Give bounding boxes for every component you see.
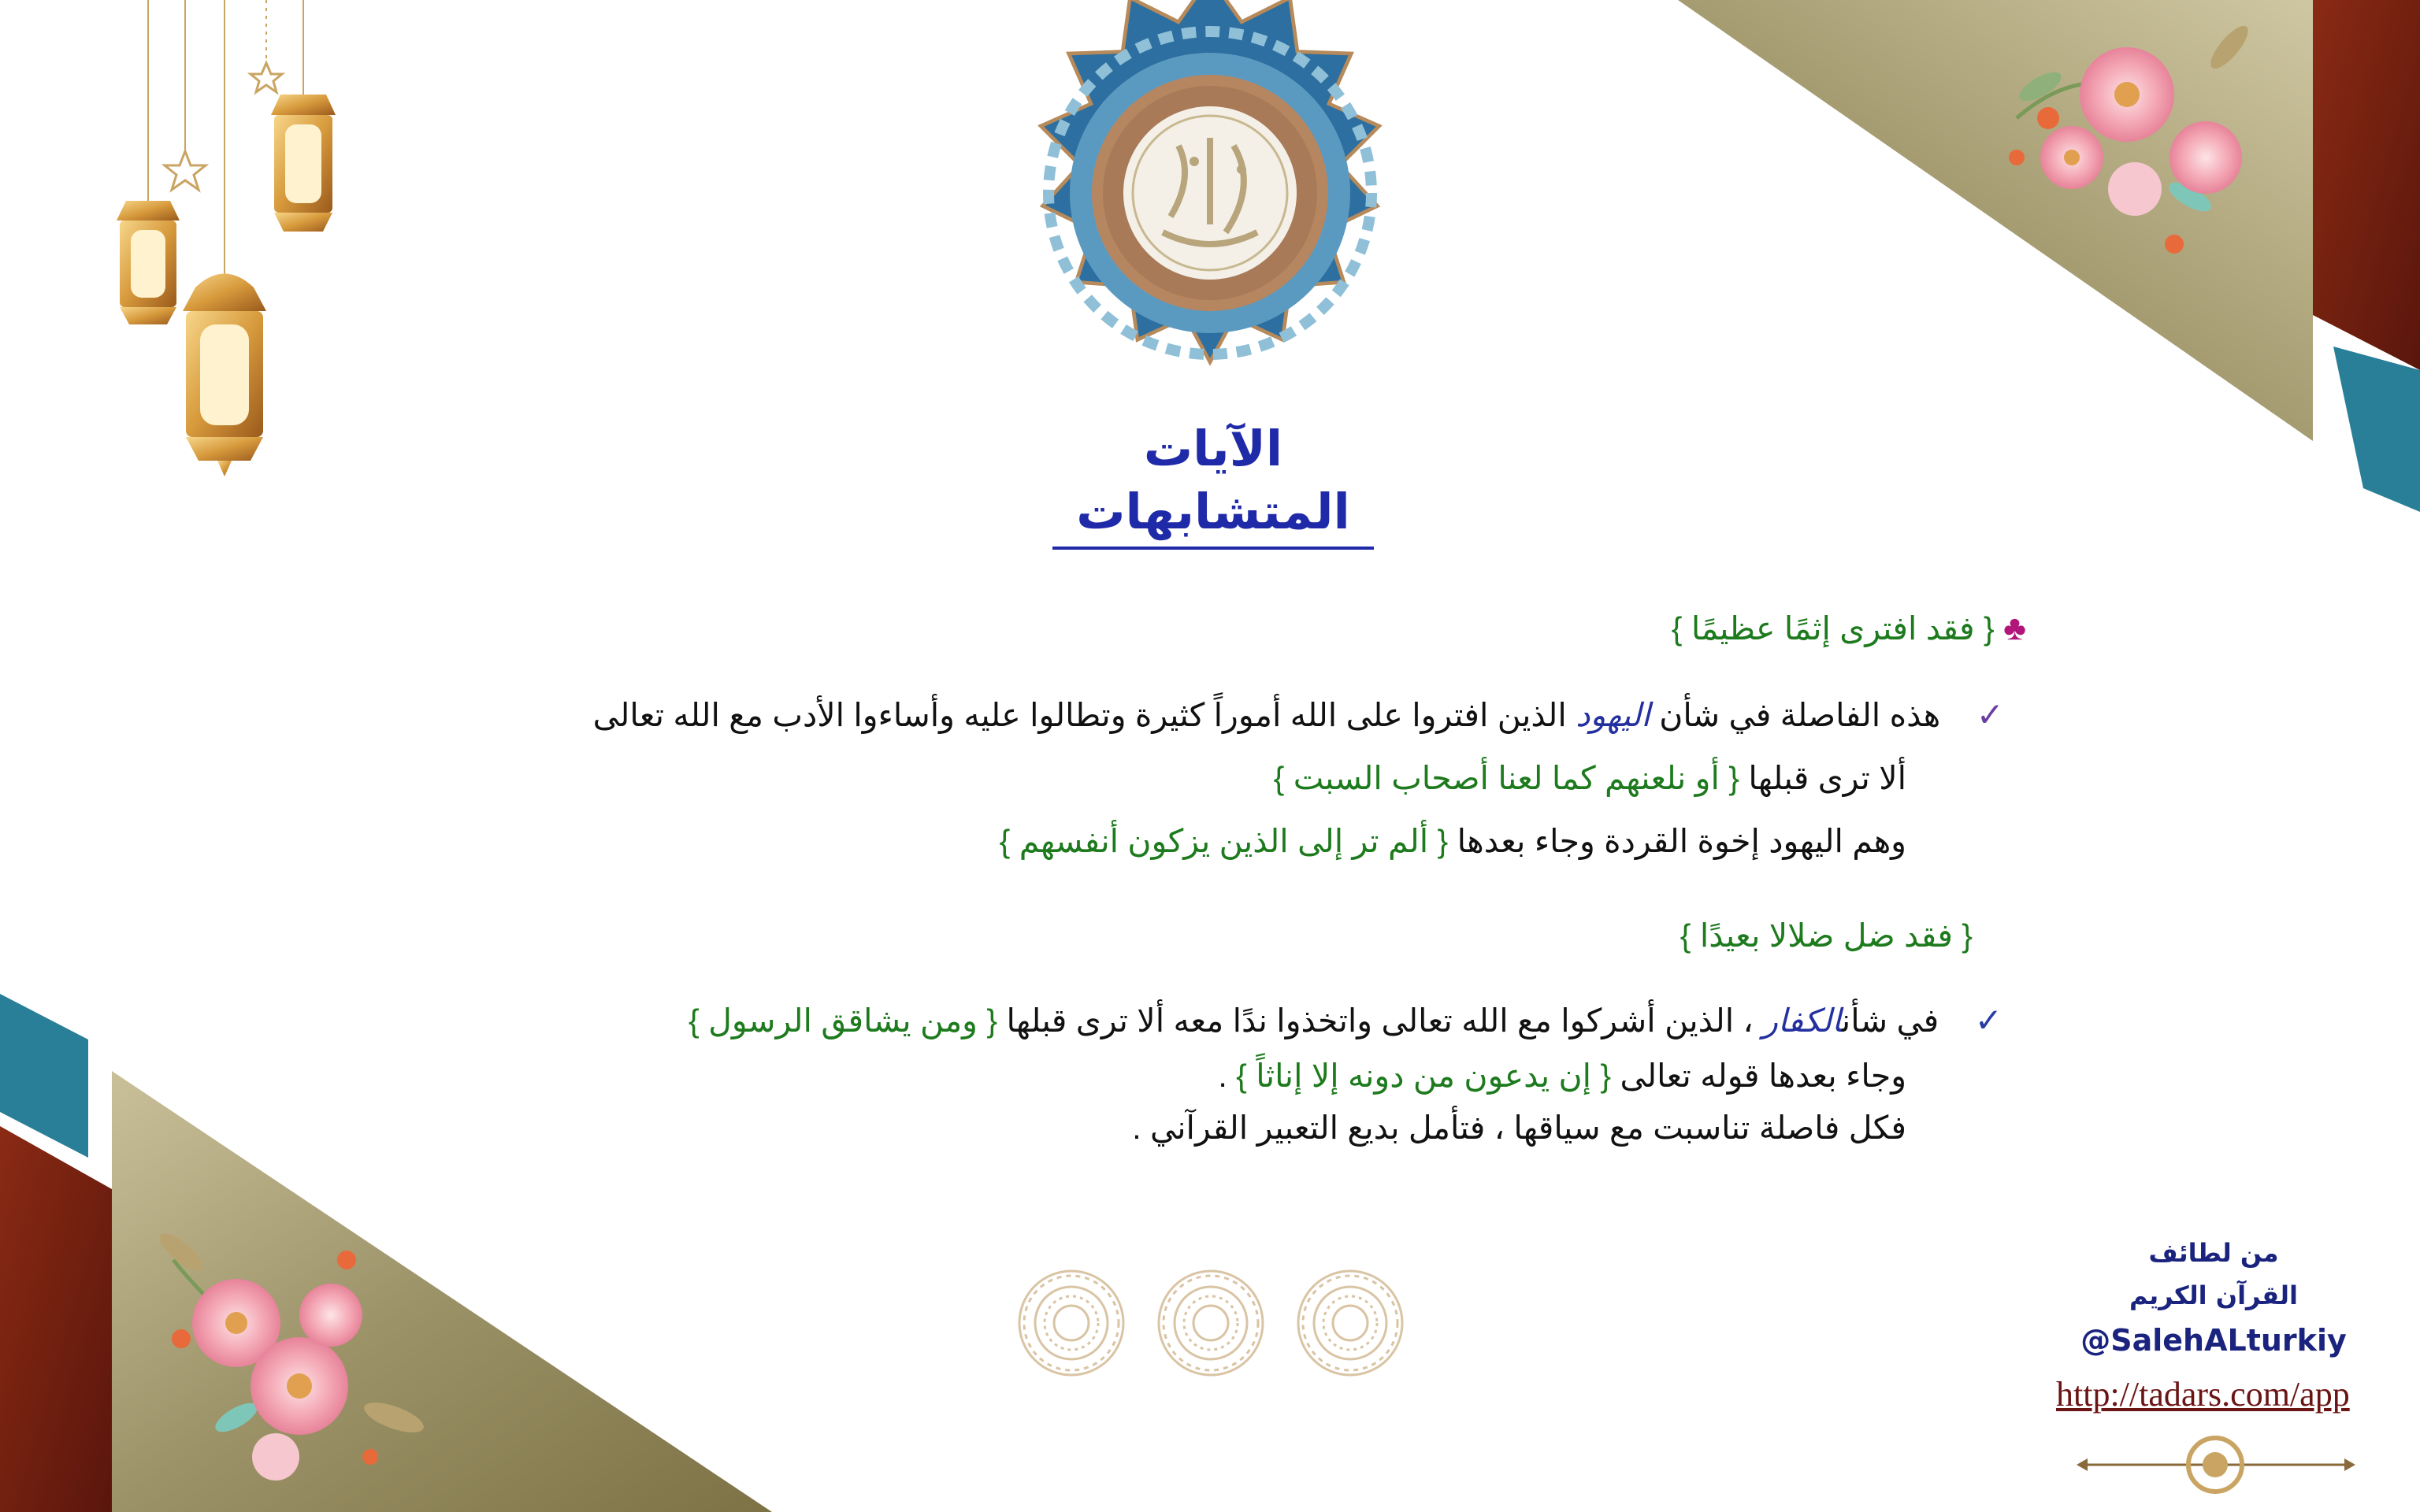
- bottom-left-teal-band: [0, 994, 88, 1158]
- verse: { ومن يشاقق الرسول }: [689, 1002, 998, 1039]
- website-link[interactable]: http://tadars.com/app: [2056, 1375, 2350, 1414]
- page-title: الآيات المتشابهات: [1052, 417, 1374, 550]
- section1-heading-row: [1672, 606, 2026, 650]
- verse: { ألم تر إلى الذين يزكون أنفسهم }: [999, 823, 1449, 859]
- highlight-jews: اليهود: [1576, 697, 1650, 733]
- quran-logo: [1041, 0, 1379, 362]
- top-right-brown-band: [2313, 0, 2420, 370]
- section1-line3: وهم اليهود إخوة القردة وجاء بعدها { ألم تر إلى الذين يزكون أنفسهم }: [999, 823, 1906, 859]
- checkmark-icon: ✓: [1974, 1002, 2002, 1039]
- section1-line2: ألا ترى قبلها { أو نلعنهم كما لعنا أصحاب السبت }: [1273, 760, 1906, 796]
- section1-heading: { فقد افترى إثمًا عظيمًا }: [1671, 610, 1995, 647]
- section1-line1: ✓ هذه الفاصلة في شأن اليهود الذين افتروا على الله أموراً كثيرة وتطالوا عليه وأساءوا الأدب مع الله تعالى: [592, 696, 2004, 733]
- bottom-left-brown-band: [0, 1126, 112, 1512]
- club-suit-icon: ♣: [2003, 609, 2026, 647]
- lantern-icon-large: [183, 274, 266, 477]
- checkmark-icon: ✓: [1976, 696, 2004, 733]
- credit-line1: من لطائف: [2148, 1238, 2279, 1268]
- section2-heading: { فقد ضل ضلالا بعيدًا }: [1680, 917, 1973, 954]
- mandala-ornaments: [1019, 1271, 1402, 1375]
- verse: { إن يدعون من دونه إلا إناثاً }: [1236, 1058, 1612, 1094]
- section2-heading-row: [1680, 914, 1973, 958]
- top-right-teal-band: [2333, 346, 2420, 512]
- twitter-handle: @SalehALturkiy: [2080, 1323, 2347, 1358]
- section2-line3: فكل فاصلة تناسبت مع سياقها ، فتأمل بديع التعبير القرآني .: [1132, 1110, 1906, 1146]
- verse: { أو نلعنهم كما لعنا أصحاب السبت }: [1273, 760, 1739, 796]
- highlight-disbelievers: الكفار: [1762, 1002, 1842, 1039]
- divider-ornament: [2077, 1438, 2355, 1492]
- lantern-icon-small-right: [271, 94, 336, 232]
- star-icons: [165, 63, 282, 190]
- section2-line1: ✓ في شأنالكفار ، الذين أشركوا مع الله تعالى واتخذوا ندًا معه ألا ترى قبلها { ومن يشاقق الرسول }: [689, 1002, 2002, 1039]
- lantern-icon-small-left: [117, 201, 180, 324]
- section2-line2: وجاء بعدها قوله تعالى { إن يدعون من دونه إلا إناثاً } .: [1218, 1058, 1906, 1094]
- credit-line2: القرآن الكريم: [2129, 1280, 2298, 1310]
